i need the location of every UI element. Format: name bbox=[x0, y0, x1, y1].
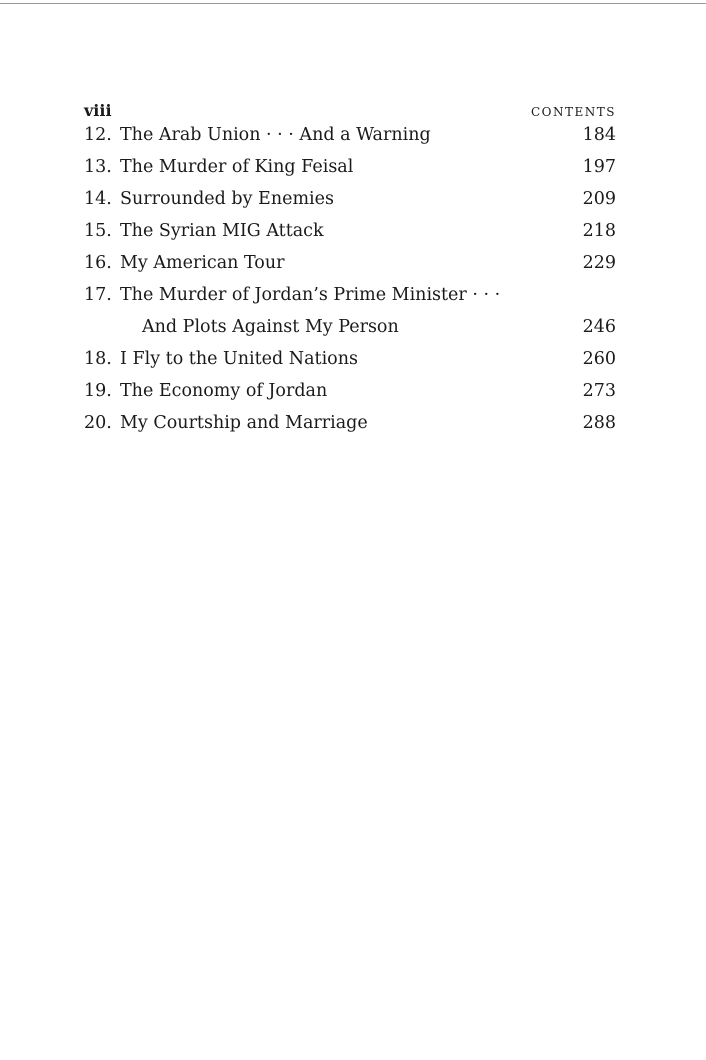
running-head: CONTENTS bbox=[530, 105, 616, 119]
contents-page bbox=[84, 101, 616, 445]
chapter-title: The Murder of King Feisal bbox=[120, 157, 354, 177]
chapter-title: Surrounded by Enemies bbox=[120, 189, 334, 209]
chapter-page: 184 bbox=[582, 125, 616, 145]
toc-entry bbox=[84, 381, 616, 413]
chapter-page: 246 bbox=[582, 317, 616, 337]
chapter-title: The Economy of Jordan bbox=[120, 381, 328, 401]
chapter-number: 14. bbox=[84, 189, 112, 209]
page-top-edge bbox=[0, 0, 706, 4]
toc-entry-continuation bbox=[84, 317, 616, 349]
chapter-title: The Arab Union · · · And a Warning bbox=[120, 125, 431, 145]
toc-entry bbox=[84, 413, 616, 445]
page-header bbox=[84, 101, 616, 125]
toc-entry bbox=[84, 157, 616, 189]
chapter-number: 20. bbox=[84, 413, 112, 433]
toc-entry bbox=[84, 285, 616, 317]
chapter-title: My Courtship and Marriage bbox=[120, 413, 368, 433]
toc-entry bbox=[84, 125, 616, 157]
toc-entry bbox=[84, 189, 616, 221]
chapter-title: The Murder of Jordan’s Prime Minister · · · bbox=[120, 285, 501, 305]
chapter-number: 12. bbox=[84, 125, 112, 145]
chapter-page: 229 bbox=[582, 253, 616, 273]
chapter-title: The Syrian MIG Attack bbox=[120, 221, 324, 241]
toc-entry bbox=[84, 221, 616, 253]
chapter-title: I Fly to the United Nations bbox=[120, 349, 358, 369]
chapter-page: 197 bbox=[582, 157, 616, 177]
chapter-page: 288 bbox=[582, 413, 616, 433]
chapter-page: 218 bbox=[582, 221, 616, 241]
chapter-page: 273 bbox=[582, 381, 616, 401]
chapter-page: 209 bbox=[582, 189, 616, 209]
page-number: viii bbox=[84, 101, 112, 120]
chapter-page: 260 bbox=[582, 349, 616, 369]
chapter-number: 13. bbox=[84, 157, 112, 177]
toc-entry bbox=[84, 349, 616, 381]
chapter-number: 18. bbox=[84, 349, 112, 369]
chapter-number: 16. bbox=[84, 253, 112, 273]
chapter-number: 17. bbox=[84, 285, 112, 305]
chapter-title: My American Tour bbox=[120, 253, 285, 273]
chapter-number: 19. bbox=[84, 381, 112, 401]
toc-entry bbox=[84, 253, 616, 285]
chapter-number: 15. bbox=[84, 221, 112, 241]
chapter-title-continuation: And Plots Against My Person bbox=[142, 317, 399, 337]
table-of-contents bbox=[84, 125, 616, 445]
